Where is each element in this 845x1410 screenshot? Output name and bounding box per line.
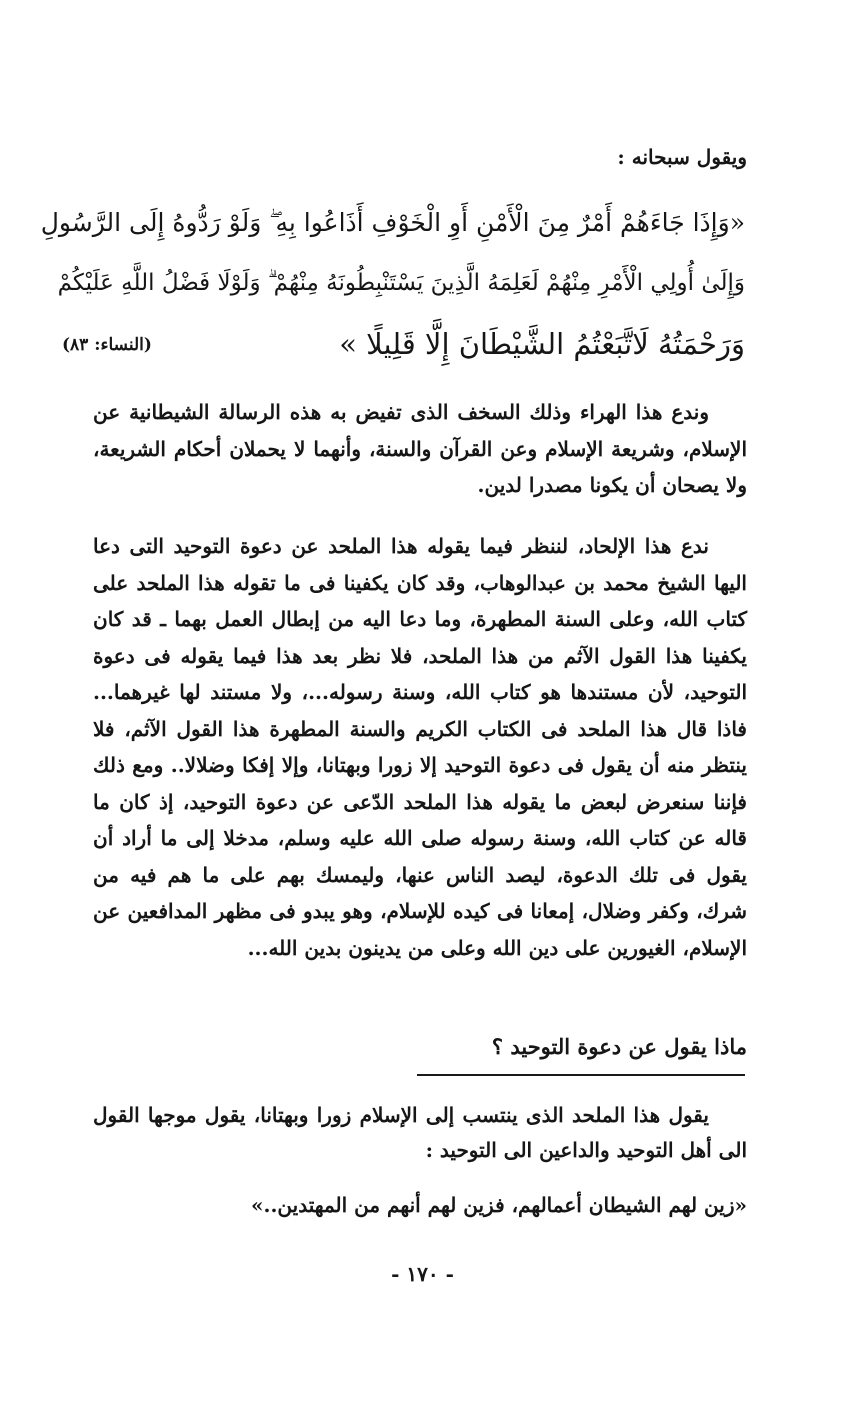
verse-citation: (النساء: ٨٣) — [62, 335, 152, 355]
page-number: - ١٧٠ - — [391, 1262, 454, 1286]
heading-underline — [417, 1074, 745, 1076]
section-heading: ماذا يقول عن دعوة التوحيد ؟ — [491, 1034, 747, 1059]
quotation: «زين لهم الشيطان أعمالهم، فزين لهم أنهم من المهتدين..» — [251, 1193, 747, 1217]
intro-line: ويقول سبحانه : — [617, 145, 747, 169]
paragraph: يقول هذا الملحد الذى ينتسب إلى الإسلام زورا وبهتانا، يقول موجها القول الى أهل التوحيد والداعين الى التوحيد : — [93, 1103, 747, 1162]
quran-verse-line: وَإِلَىٰ أُولِي الْأَمْرِ مِنْهُمْ لَعَلِمَهُ الَّذِينَ يَسْتَنْبِطُونَهُ مِنْهُمْ ۗ وَلَوْلَا فَضْلُ اللَّهِ عَلَيْكُمْ — [57, 270, 745, 296]
quran-verse-line: وَرَحْمَتُهُ لَاتَّبَعْتُمُ الشَّيْطَانَ إِلَّا قَلِيلًا » — [339, 327, 745, 361]
paragraph: ندع هذا الإلحاد، لننظر فيما يقوله هذا الملحد عن دعوة التوحيد التى دعا اليها الشيخ محمد بن عبدالوهاب، وقد كان يكفينا فى ما تقوله هذا الملحد على كتاب الله، وعلى السنة المطهرة، وما دعا اليه من إبطال العمل بهما ـ قد كان يكفينا هذا القول الآثم من هذا الملحد، فلا نظر بعد هذا فيما يقوله فى دعوة التوحيد، لأن مستندها هو كتاب الله، وسنة رسوله...، ولا مستند لها غيرهما... فاذا قال هذا الملحد فى الكتاب الكريم والسنة المطهرة هذا القول الآثم، فلا ينتظر منه أن يقول فى دعوة التوحيد إلا زورا وبهتانا، وإلا إفكا وضلالا.. ومع ذلك فإننا سنعرض لبعض ما يقوله هذا الملحد الدّعى عن دعوة التوحيد، إذ كان ما قاله عن كتاب الله، وسنة رسوله صلى الله عليه وسلم، مدخلا إلى ما أراد أن يقول فى تلك الدعوة، ليصد الناس عنها، وليمسك بهم على ما هم فيه من شرك، وكفر وضلال، إمعانا فى كيده للإسلام، وهو يبدو فى مظهر المدافعين عن الإسلام، الغيورين على دين الله وعلى من يدينون بدين الله... — [93, 534, 747, 960]
paragraph: وندع هذا الهراء وذلك السخف الذى تفيض به هذه الرسالة الشيطانية عن الإسلام، وشريعة الإسلام وعن القرآن والسنة، وأنهما لا يحملان أحكام الشريعة، ولا يصحان أن يكونا مصدرا لدين. — [93, 400, 747, 497]
quran-verse-line: «وَإِذَا جَاءَهُمْ أَمْرٌ مِنَ الْأَمْنِ أَوِ الْخَوْفِ أَذَاعُوا بِهِ ۖ وَلَوْ رَدُّوهُ إِلَى الرَّسُولِ — [40, 208, 745, 237]
